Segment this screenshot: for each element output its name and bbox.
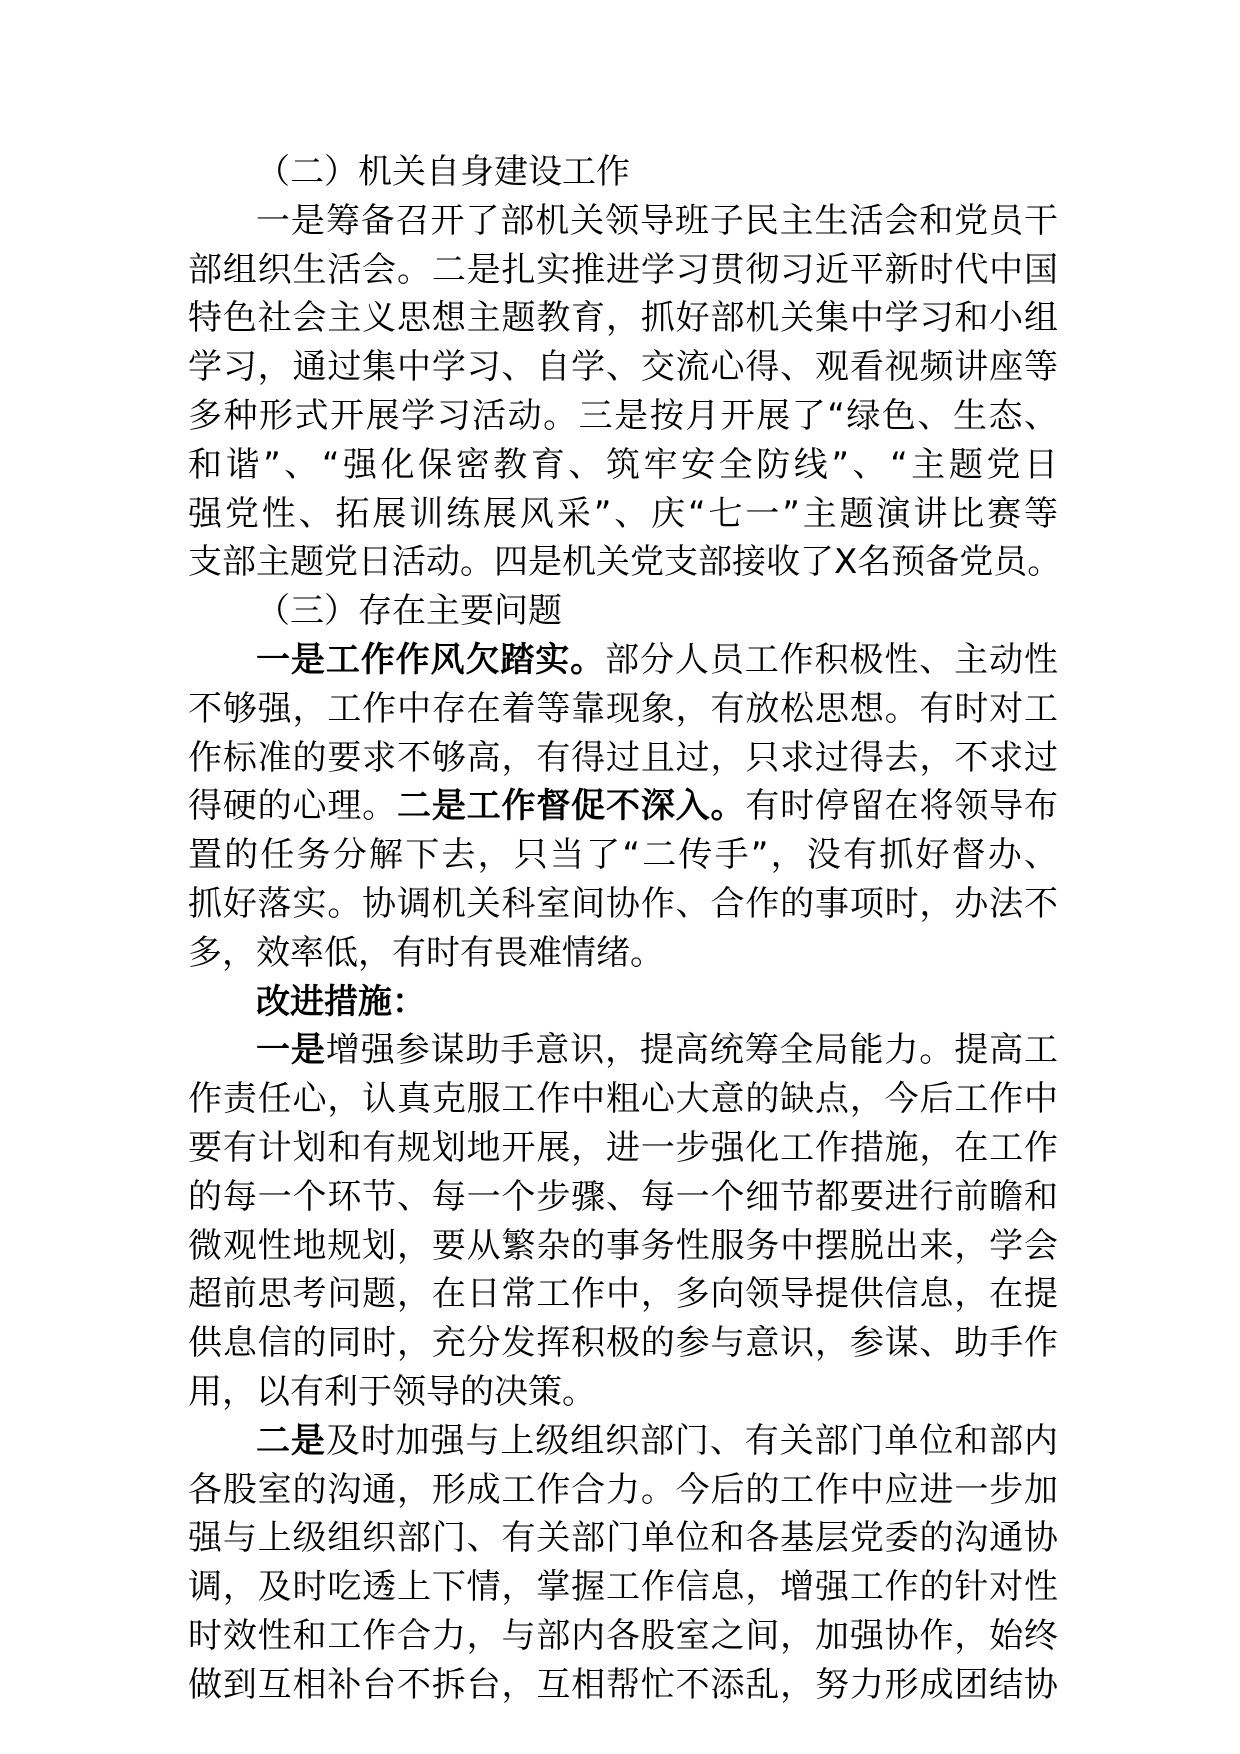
paragraph-line: 做到互相补台不拆台，互相帮忙不添乱，努力形成团结协 <box>188 1664 1058 1705</box>
paragraph-line <box>188 636 1058 685</box>
paragraph-line: 和谐”、“强化保密教育、筑牢安全防线”、“主题党日 <box>188 444 1058 485</box>
paragraph-line: 微观性地规划，要从繁杂的事务性服务中摆脱出来，学会 <box>188 1225 1058 1266</box>
bold-lead: 二是 <box>256 1420 326 1461</box>
paragraph-line <box>188 1026 1058 1075</box>
paragraph-line: 多，效率低，有时有畏难情绪。 <box>188 932 664 973</box>
paragraph-line: 供息信的同时，充分发挥积极的参与意识，参谋、助手作 <box>188 1323 1058 1364</box>
paragraph-line: 超前思考问题，在日常工作中，多向领导提供信息，在提 <box>188 1274 1058 1315</box>
paragraph-line <box>188 1417 1058 1466</box>
paragraph-line: 强党性、拓展训练展风采”、庆“七一”主题演讲比赛等 <box>188 493 1058 534</box>
paragraph-line: 调，及时吃透上下情，掌握工作信息，增强工作的针对性 <box>188 1567 1058 1608</box>
measures-heading: 改进措施： <box>256 981 426 1022</box>
section-heading: （三）存在主要问题 <box>256 591 562 632</box>
paragraph-line: 一是筹备召开了部机关领导班子民主生活会和党员干 <box>256 200 1058 241</box>
paragraph-line: 的每一个环节、每一个步骤、每一个细节都要进行前瞻和 <box>188 1176 1058 1217</box>
bold-lead: 二是工作督促不深入。 <box>397 786 746 827</box>
paragraph-line: 时效性和工作合力，与部内各股室之间，加强协作，始终 <box>188 1615 1058 1656</box>
paragraph-text: 及时加强与上级组织部门、有关部门单位和部内 <box>325 1420 1059 1461</box>
paragraph-line: 特色社会主义思想主题教育，抓好部机关集中学习和小组 <box>188 298 1058 339</box>
paragraph-line: 不够强，工作中存在着等靠现象，有放松思想。有时对工 <box>188 688 1058 729</box>
paragraph-line: 各股室的沟通，形成工作合力。今后的工作中应进一步加 <box>188 1469 1058 1510</box>
document-body <box>188 148 1062 1710</box>
bold-lead: 一是 <box>256 1030 326 1071</box>
section-heading: （二）机关自身建设工作 <box>256 152 630 192</box>
bold-lead: 一是工作作风欠踏实。 <box>256 639 606 680</box>
paragraph-line: 作责任心，认真克服工作中粗心大意的缺点，今后工作中 <box>188 1079 1058 1120</box>
paragraph-line: 置的任务分解下去，只当了“二传手”，没有抓好督办、 <box>188 835 1058 876</box>
paragraph-text: 得硬的心理。 <box>188 786 397 827</box>
paragraph-line: 抓好落实。协调机关科室间协作、合作的事项时，办法不 <box>188 883 1058 924</box>
paragraph-line <box>188 782 1058 831</box>
paragraph-text: 增强参谋助手意识，提高统筹全局能力。提高工 <box>325 1030 1059 1071</box>
paragraph-line: 部组织生活会。二是扎实推进学习贯彻习近平新时代中国 <box>188 249 1058 290</box>
paragraph-line: 强与上级组织部门、有关部门单位和各基层党委的沟通协 <box>188 1518 1058 1559</box>
paragraph-line: 支部主题党日活动。四是机关党支部接收了X名预备党员。 <box>188 542 1062 583</box>
paragraph-line: 用，以有利于领导的决策。 <box>188 1371 596 1412</box>
paragraph-text: 部分人员工作积极性、主动性 <box>605 639 1059 680</box>
paragraph-text: 有时停留在将领导布 <box>745 786 1059 827</box>
paragraph-line: 要有计划和有规划地开展，进一步强化工作措施，在工作 <box>188 1127 1058 1168</box>
paragraph-line: 学习，通过集中学习、自学、交流心得、观看视频讲座等 <box>188 347 1058 388</box>
paragraph-line: 多种形式开展学习活动。三是按月开展了“绿色、生态、 <box>188 395 1058 436</box>
paragraph-line: 作标准的要求不够高，有得过且过，只求过得去，不求过 <box>188 737 1058 778</box>
